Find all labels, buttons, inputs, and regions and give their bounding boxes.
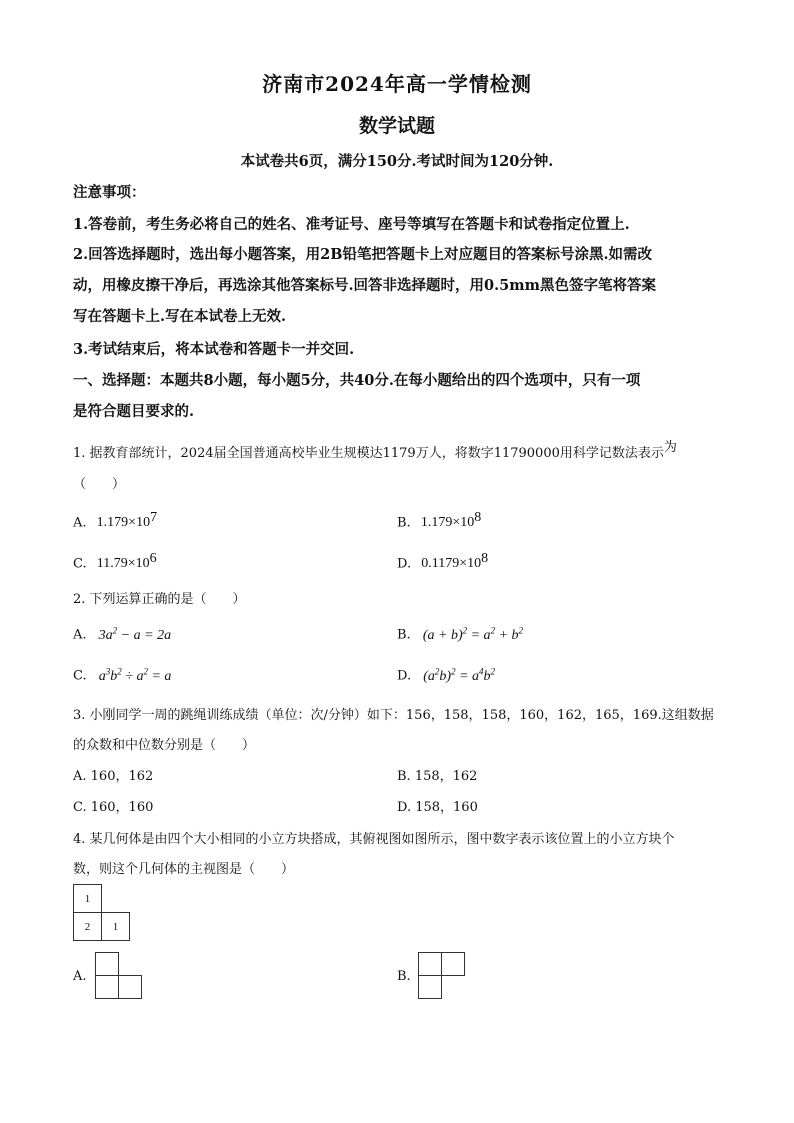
q3-option-b[interactable]: B. 158，162 [397,769,478,784]
notice-item-2-line-3: 写在答题卡上.写在本试卷上无效. [73,308,287,325]
section-heading-line-1: 一、选择题：本题共8小题，每小题5分，共40分.在每小题给出的四个选项中，只有一项 [73,372,641,389]
exam-info: 本试卷共6页，满分150分.考试时间为120分钟. [240,153,554,170]
grid-cell-top: 1 [73,884,102,913]
q1-option-a[interactable] [73,510,157,531]
notice-item-2-line-1: 2.回答选择题时，选出每小题答案，用2B铅笔把答题卡上对应题目的答案标号涂黑.如需改 [73,246,653,263]
q2-option-c-expr: $a^3b^2 \div a^2 = a$ [98,666,172,684]
q4-stem-line-2: 数，则这个几何体的主视图是（ ） [73,862,295,877]
q1-stem-text: 1. 据教育部统计，2024届全国普通高校毕业生规模达1179万人，将数字11790000用科学记数法表示 [73,446,664,461]
q1-option-c-base: 11.79×10 [96,556,150,572]
q2-option-b-expr: $(a + b)^2 = a^2 + b^2$ [422,625,524,643]
q1-option-d-base: 0.1179×10 [421,556,482,572]
q4-b-square-top-left [418,952,442,976]
q1-option-a-exp: 7 [150,510,158,525]
q3-option-d[interactable]: D. 158，160 [397,800,478,815]
notice-heading: 注意事项： [73,184,146,201]
exam-subject: 数学试题 [358,115,435,137]
q1-option-c[interactable] [73,551,157,572]
q2-option-a[interactable] [73,625,171,644]
q1-option-b-exp: 8 [474,510,482,525]
q1-option-a-label: A. [73,515,87,531]
q1-paren: （ ） [73,477,126,492]
q3-stem-line-1: 3. 小刚同学一周的跳绳训练成绩（单位：次/分钟）如下：156，158，158，160，162，165，169.这组数据 [73,708,714,723]
q4-option-b-label[interactable]: B. [397,969,411,984]
q1-option-d-label: D. [397,556,412,572]
q4-a-square-top [95,952,119,976]
q2-option-c-label: C. [73,668,87,684]
grid-cell-bottom-left: 2 [73,912,102,941]
grid-cell-bottom-right: 1 [101,912,130,941]
q1-stem [73,442,677,461]
q1-option-d[interactable] [397,551,488,572]
notice-item-1: 1.答卷前，考生务必将自己的姓名、准考证号、座号等填写在答题卡和试卷指定位置上. [73,216,630,233]
q1-option-b-label: B. [397,515,411,531]
q3-option-a[interactable]: A. 160，162 [73,769,154,784]
q2-option-c[interactable] [73,666,171,685]
q2-option-a-label: A. [73,627,87,643]
section-heading-line-2: 是符合题目要求的. [73,403,195,420]
notice-item-2-line-2: 动，用橡皮擦干净后，再选涂其他答案标号.回答非选择题时，用0.5mm黑色签字笔将答案 [73,277,656,294]
q1-option-c-exp: 6 [149,551,157,566]
q4-option-a-label[interactable]: A. [73,969,87,984]
q1-option-d-exp: 8 [481,551,489,566]
q3-stem-line-2: 的众数和中位数分别是（ ） [73,738,256,753]
q4-a-square-bottom-left [95,975,119,999]
q4-a-square-bottom-right [118,975,142,999]
q4-b-square-top-right [441,952,465,976]
q2-option-d-expr: $(a^2b)^2 = a^4b^2$ [423,666,496,684]
q2-option-b[interactable] [397,625,523,644]
q2-option-d-label: D. [397,668,412,684]
q1-option-b[interactable] [397,510,481,531]
q3-option-c[interactable]: C. 160，160 [73,800,154,815]
q2-stem: 2. 下列运算正确的是（ ） [73,592,246,607]
q1-option-b-base: 1.179×10 [420,515,475,531]
notice-item-3: 3.考试结束后，将本试卷和答题卡一并交回. [73,341,355,358]
q2-option-b-label: B. [397,627,411,643]
q1-stem-tail: 为 [663,440,677,455]
q1-option-a-base: 1.179×10 [96,515,151,531]
q2-option-a-expr: $3a^2 - a = 2a$ [98,625,172,643]
q1-option-c-label: C. [73,556,87,572]
q2-option-d[interactable] [397,666,495,685]
exam-title: 济南市2024年高一学情检测 [262,72,532,96]
q4-stem-line-1: 4. 某几何体是由四个大小相同的小立方块搭成，其俯视图如图所示，图中数字表示该位置上的小立方块个 [73,832,675,847]
q4-b-square-bottom-left [418,975,442,999]
